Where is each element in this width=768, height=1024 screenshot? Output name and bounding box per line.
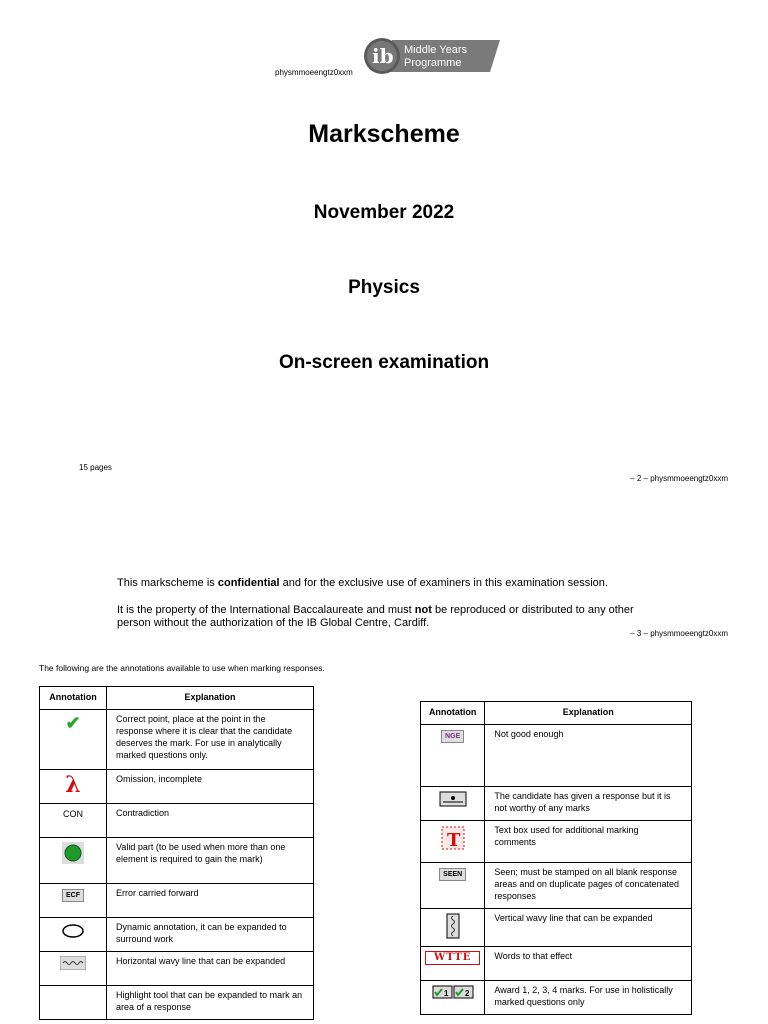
- green-circle-icon: [62, 842, 84, 864]
- wtte-stamp-icon: WTTE: [425, 951, 480, 965]
- award-marks-icon: [432, 985, 474, 999]
- vertical-wavy-line-icon: [446, 913, 460, 939]
- table-row: Horizontal wavy line that can be expanded: [40, 952, 314, 986]
- svg-text:Programme: Programme: [404, 57, 462, 69]
- svg-text:ib: ib: [372, 44, 394, 68]
- annotations-table-1: [39, 686, 314, 1020]
- svg-text:T: T: [446, 830, 461, 851]
- table-row: Highlight tool that can be expanded to mark an area of a response: [40, 986, 314, 1020]
- exam-type: On-screen examination: [278, 352, 490, 373]
- table-row: Valid part (to be used when more than one element is required to gain the mark): [40, 838, 314, 884]
- svg-text:1: 1: [443, 989, 449, 998]
- table-row: WTTE Words to that effect: [421, 947, 692, 981]
- ib-myp-logo: [362, 36, 502, 76]
- horizontal-wavy-line-icon: [60, 956, 86, 970]
- table-row: NGE Not good enough: [421, 725, 692, 787]
- table-row: The candidate has given a response but it is not worthy of any marks: [421, 787, 692, 821]
- ellipse-icon: [60, 922, 86, 940]
- svg-text:2: 2: [464, 989, 470, 998]
- svg-text:Middle Years: Middle Years: [404, 44, 467, 56]
- table-row: T Text box used for additional marking comments: [421, 821, 692, 863]
- text-box-icon: [440, 825, 466, 851]
- table-row: CON Contradiction: [40, 804, 314, 838]
- table-row: ✔ Correct point, place at the point in the response where it is clear that the candidate deserves the mark. For use in analytically marked questions only.: [40, 710, 314, 770]
- table-row: SEEN Seen; must be stamped on all blank response areas and on duplicate pages of concatenated responses: [421, 863, 692, 909]
- explanation-header: Explanation: [485, 702, 692, 725]
- page-title: Markscheme: [308, 120, 460, 148]
- page-count: 15 pages: [79, 463, 112, 472]
- lambda-icon: λ: [65, 772, 81, 798]
- page2-header: – 2 – physmmoeengtz0xxm: [630, 474, 728, 483]
- table-row: λ Omission, incomplete: [40, 770, 314, 804]
- check-icon: ✔: [65, 713, 81, 733]
- exam-date: November 2022: [313, 202, 455, 223]
- nge-stamp-icon: NGE: [441, 730, 464, 743]
- subject: Physics: [348, 277, 420, 298]
- annotations-table-2: [420, 701, 692, 1015]
- document-code: physmmoeengtz0xxm: [275, 68, 353, 77]
- seen-stamp-icon: SEEN: [439, 868, 466, 881]
- confidential-notice: This markscheme is confidential and for the exclusive use of examiners in this examination session.: [117, 577, 608, 589]
- property-notice: It is the property of the International Baccalaureate and must not be reproduced or distributed to any other person without the authorization of the IB Global Centre, Cardiff.: [117, 604, 634, 629]
- ecf-stamp-icon: ECF: [62, 889, 84, 902]
- con-label: CON: [40, 804, 107, 838]
- annotation-header: Annotation: [421, 702, 485, 725]
- zero-marks-icon: [439, 791, 467, 807]
- explanation-header: Explanation: [107, 687, 314, 710]
- page3-header: – 3 – physmmoeengtz0xxm: [630, 629, 728, 638]
- table-row: ECF Error carried forward: [40, 884, 314, 918]
- table-row: Dynamic annotation, it can be expanded to surround work: [40, 918, 314, 952]
- table-row: 1 2 Award 1, 2, 3, 4 marks. For use in holistically marked questions only: [421, 981, 692, 1015]
- annotation-header: Annotation: [40, 687, 107, 710]
- table-row: Vertical wavy line that can be expanded: [421, 909, 692, 947]
- annotations-intro: The following are the annotations available to use when marking responses.: [39, 663, 325, 673]
